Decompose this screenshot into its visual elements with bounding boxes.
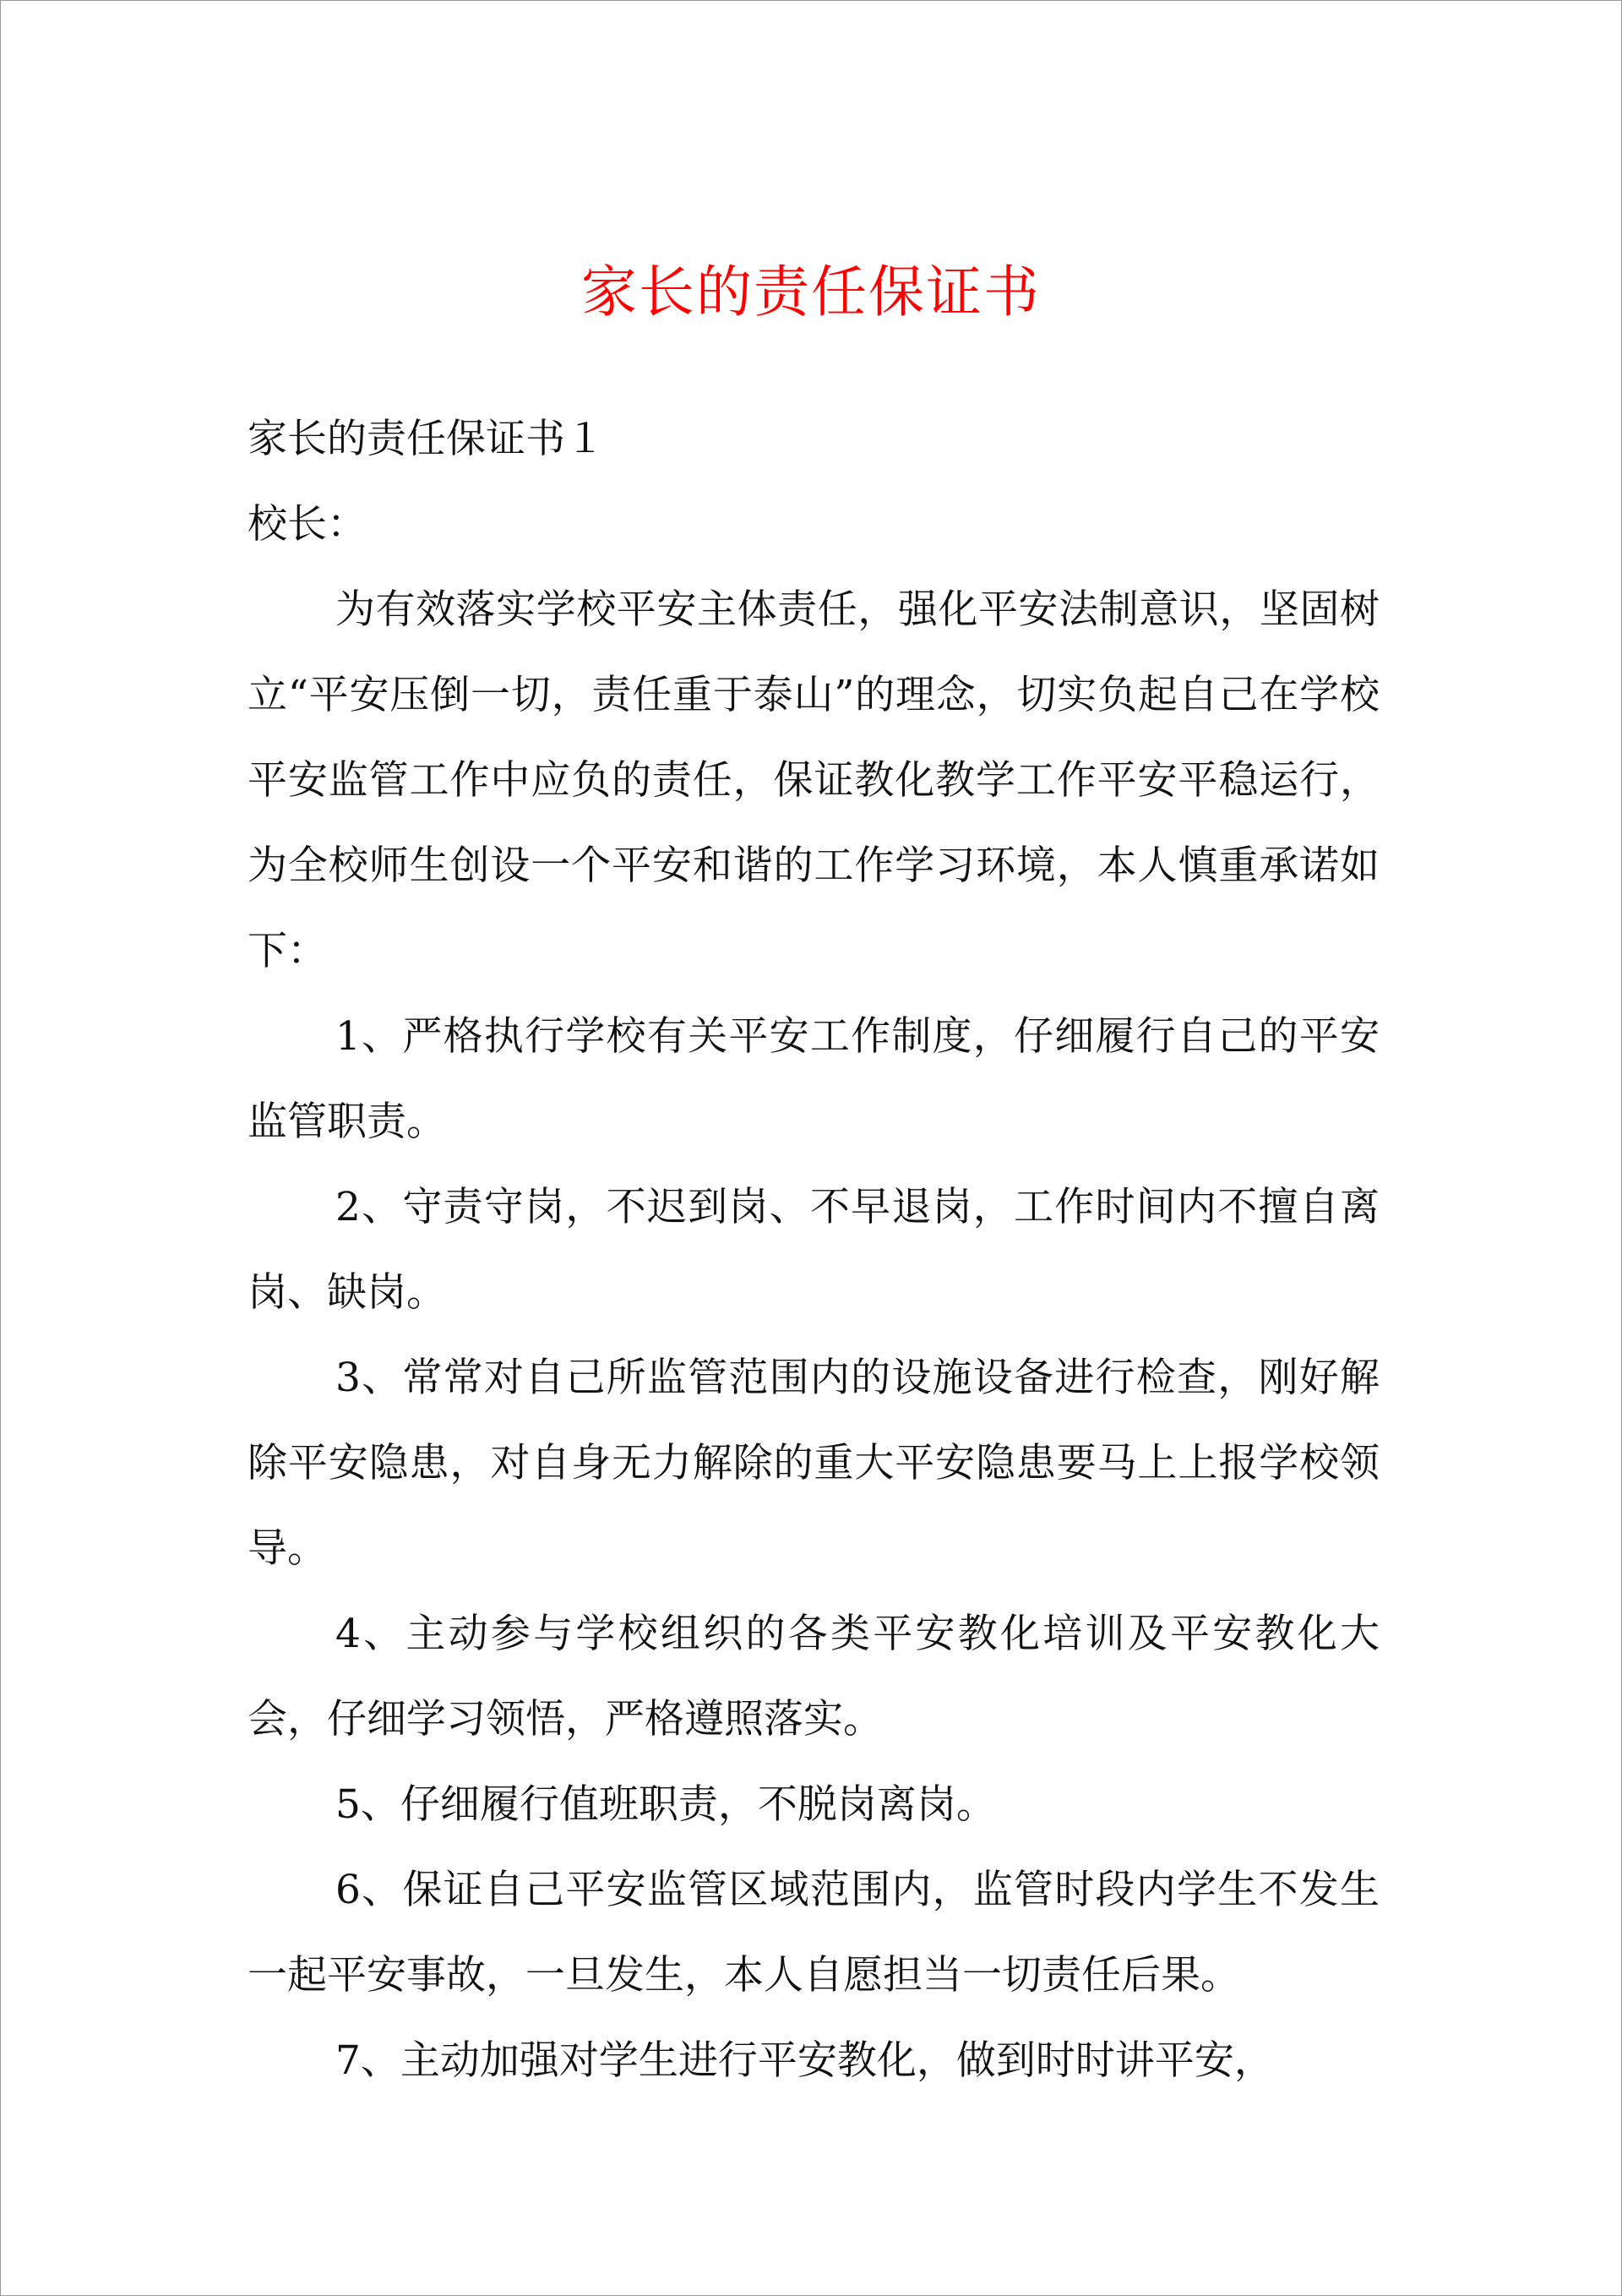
commitment-item-6: 6、保证自己平安监管区域范围内，监管时段内学生不发生一起平安事故，一旦发生，本人自愿担当一切责任后果。	[248, 1867, 1380, 1999]
commitment-item-1: 1、严格执行学校有关平安工作制度，仔细履行自己的平安监管职责。	[248, 1013, 1380, 1145]
commitment-item-3: 3、常常对自己所监管范围内的设施设备进行检查，刚好解除平安隐患，对自身无力解除的重大平安隐患要马上上报学校领导。	[248, 1355, 1380, 1572]
commitment-item-7: 7、主动加强对学生进行平安教化，做到时时讲平安，	[335, 2037, 1274, 2084]
intro-paragraph: 为有效落实学校平安主体责任，强化平安法制意识，坚固树立“平安压倒一切，责任重于泰山”的理念，切实负起自己在学校平安监管工作中应负的责任，保证教化教学工作平安平稳运行，为全校师生创设一个平安和谐的工作学习环境，本人慎重承诺如下：	[248, 586, 1380, 974]
commitment-item-4: 4、主动参与学校组织的各类平安教化培训及平安教化大会，仔细学习领悟，严格遵照落实。	[248, 1611, 1380, 1742]
salutation: 校长：	[248, 501, 367, 548]
document-subtitle: 家长的责任保证书１	[248, 416, 605, 462]
commitment-item-2: 2、守责守岗，不迟到岗、不早退岗，工作时间内不擅自离岗、缺岗。	[248, 1184, 1380, 1316]
document-title: 家长的责任保证书	[581, 259, 1041, 324]
document-body	[248, 396, 1380, 2103]
commitment-item-5: 5、仔细履行值班职责，不脱岗离岗。	[335, 1781, 996, 1828]
